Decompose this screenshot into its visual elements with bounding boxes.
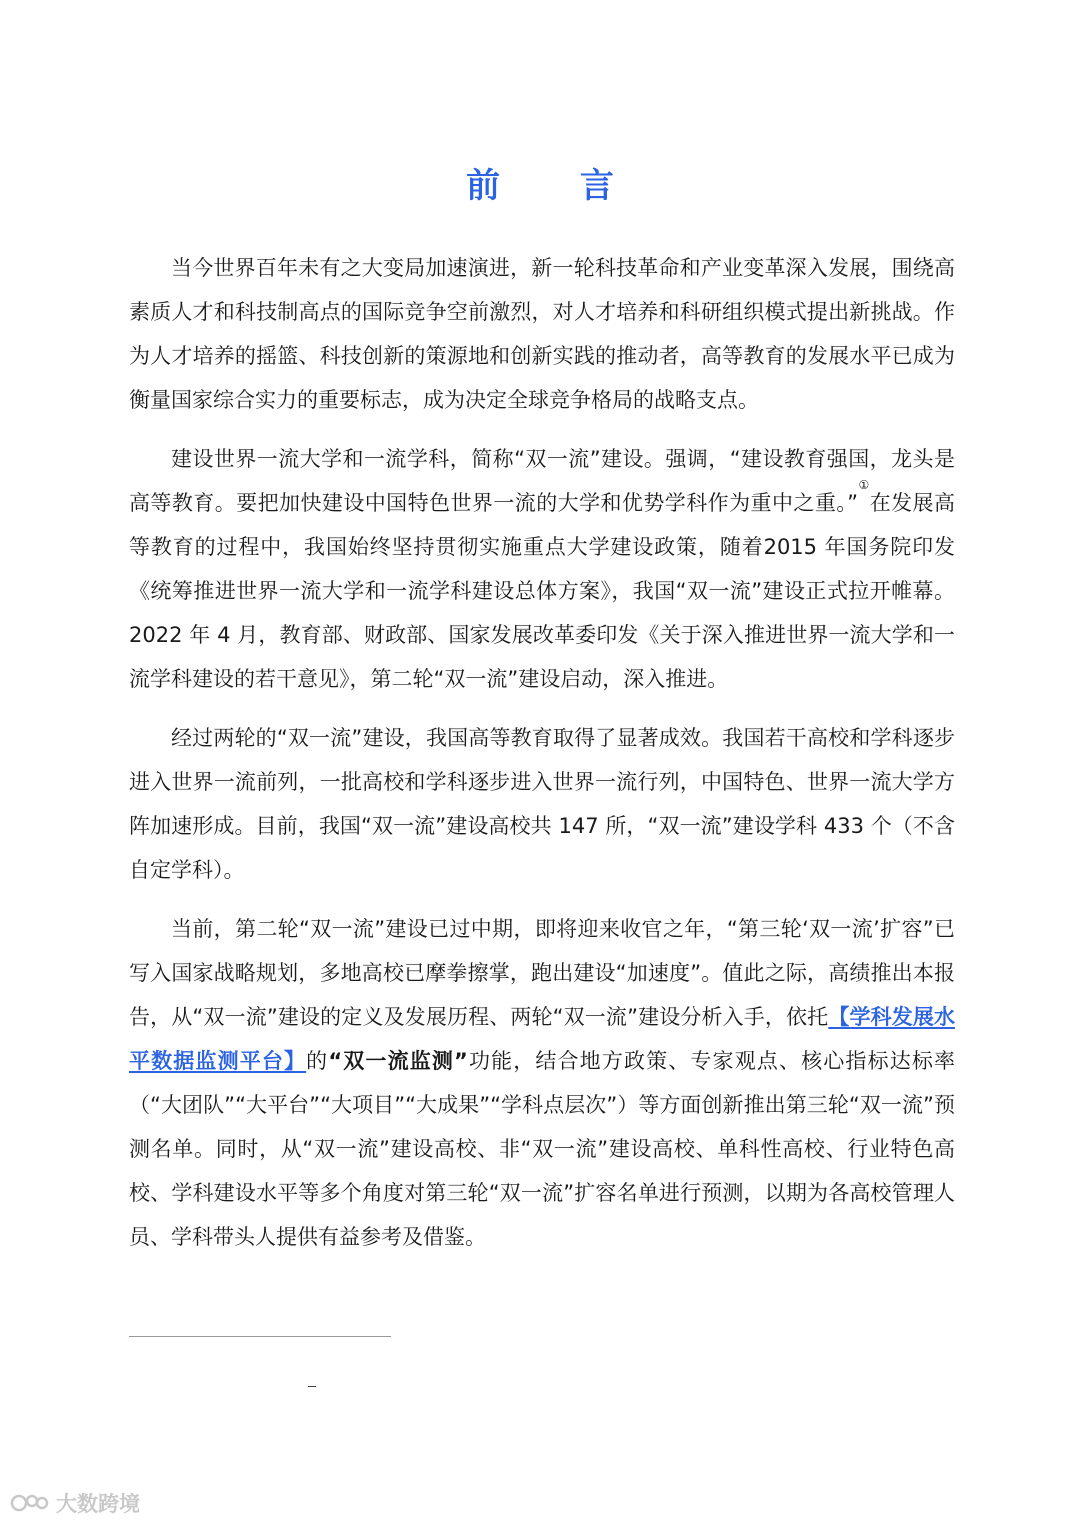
body-text: [129, 246, 955, 1274]
platform-link[interactable]: 【学科发展水平数据监测平台】: [129, 1005, 956, 1073]
paragraph-4-text-b: 的: [306, 1049, 329, 1073]
paragraph-4-text-a: 当前，第二轮“双一流”建设已过中期，即将迎来收官之年，“第三轮‘双一流’扩容”已写入国家战略规划，多地高校已摩拳擦掌，跑出建设“加速度”。值此之际，高绩推出本报告，从“双一流”建设的定义及发展历程、两轮“双一流”建设分析入手，依托: [129, 917, 955, 1029]
watermark-text: 大数跨境: [56, 1492, 140, 1516]
watermark: [10, 1488, 140, 1518]
monitoring-emphasis: “双一流监测”: [328, 1049, 468, 1073]
paragraph-2-text-a: 建设世界一流大学和一流学科，简称“双一流”建设。强调，“建设教育强国，龙头是高等教育。要把加快建设中国特色世界一流的大学和优势学科作为重中之重。”: [129, 447, 955, 515]
paragraph-3: 经过两轮的“双一流”建设，我国高等教育取得了显著成效。我国若干高校和学科逐步进入世界一流前列，一批高校和学科逐步进入世界一流行列，中国特色、世界一流大学方阵加速形成。目前，我国“双一流”建设高校共 147 所，“双一流”建设学科 433 个（不含自定学科）。: [129, 726, 955, 882]
footnote-divider: [129, 1336, 391, 1337]
paragraph-2: [129, 437, 955, 701]
paragraph-1: 当今世界百年未有之大变局加速演进，新一轮科技革命和产业变革深入发展，围绕高素质人才和科技制高点的国际竞争空前激烈，对人才培养和科研组织模式提出新挑战。作为人才培养的摇篮、科技创新的策源地和创新实践的推动者，高等教育的发展水平已成为衡量国家综合实力的重要标志，成为决定全球竞争格局的战略支点。: [129, 256, 955, 412]
page-title: 前 言: [466, 166, 648, 206]
logo-icon: [10, 1491, 50, 1515]
paragraph-4: [129, 907, 955, 1259]
paragraph-4-text-c: 功能，结合地方政策、专家观点、核心指标达标率（“大团队”“大平台”“大项目”“大成果”“学科点层次”）等方面创新推出第三轮“双一流”预测名单。同时，从“双一流”建设高校、非“双一流”建设高校、单科性高校、行业特色高校、学科建设水平等多个角度对第三轮“双一流”扩容名单进行预测，以期为各高校管理人员、学科带头人提供有益参考及借鉴。: [129, 1049, 956, 1249]
paragraph-2-text-b: 在发展高等教育的过程中，我国始终坚持贯彻实施重点大学建设政策，随着2015 年国务院印发《统筹推进世界一流大学和一流学科建设总体方案》，我国“双一流”建设正式拉开帷幕。2022 年 4 月，教育部、财政部、国家发展改革委印发《关于深入推进世界一流大学和一流学科建设的若干意见》，第二轮“双一流”建设启动，深入推进。: [129, 491, 955, 691]
footnote-marker[interactable]: ①: [858, 478, 870, 492]
footnote-dash: [308, 1386, 316, 1387]
